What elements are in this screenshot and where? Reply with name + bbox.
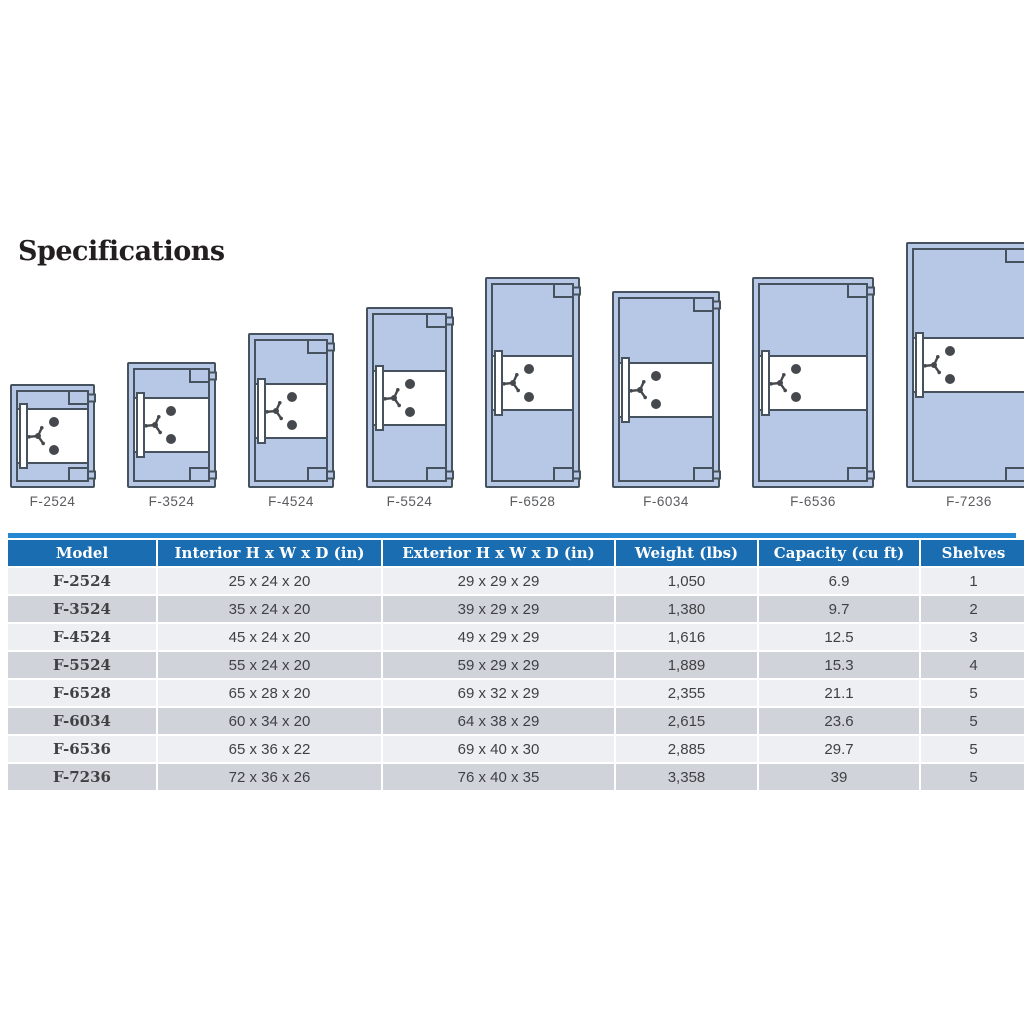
door-panel (493, 355, 572, 411)
bolt-strip (494, 350, 503, 416)
dial-knob (49, 445, 59, 455)
safe-door (618, 297, 714, 482)
hinge-icon (426, 467, 447, 482)
model-cell: F-3524 (8, 596, 156, 622)
hinge-tab (572, 470, 581, 479)
hinge-icon (68, 467, 89, 482)
hinge-icon (189, 467, 210, 482)
hinge-tab (326, 470, 335, 479)
bolt-strip (19, 403, 28, 469)
safe-figure (906, 242, 1024, 510)
spec-cell: 49 x 29 x 29 (383, 624, 614, 650)
safe-label: F-3524 (148, 494, 195, 509)
hinge-tab (712, 300, 721, 309)
spec-cell: 64 x 38 x 29 (383, 708, 614, 734)
safe-illustration (906, 242, 1024, 488)
safe-door (372, 313, 447, 482)
safe-label: F-5524 (386, 494, 433, 509)
column-header: Capacity (cu ft) (759, 540, 919, 566)
safe-label: F-2524 (29, 494, 76, 509)
spec-cell: 25 x 24 x 20 (158, 568, 381, 594)
door-panel (18, 408, 87, 464)
hinge-icon (553, 283, 574, 298)
door-panel (135, 397, 208, 453)
model-cell: F-6034 (8, 708, 156, 734)
spec-cell: 1 (921, 568, 1024, 594)
dial-knob (791, 364, 801, 374)
safe-illustration (485, 277, 580, 488)
spec-cell: 23.6 (759, 708, 919, 734)
hinge-tab (87, 470, 96, 479)
safe-label: F-4524 (268, 494, 314, 509)
spec-cell: 69 x 32 x 29 (383, 680, 614, 706)
safe-door (254, 339, 328, 482)
dial-knob (524, 364, 534, 374)
dial-knob (49, 417, 59, 427)
specifications-table (6, 538, 1024, 792)
table-row (8, 736, 1024, 762)
bolt-strip (375, 365, 384, 431)
safe-figure (248, 333, 334, 510)
hinge-tab (445, 316, 454, 325)
dial-knob (651, 371, 661, 381)
column-header: Shelves (921, 540, 1024, 566)
hinge-icon (553, 467, 574, 482)
dial-knob (287, 420, 297, 430)
hinge-tab (866, 286, 875, 295)
column-header: Exterior H x W x D (in) (383, 540, 614, 566)
safe-figure (127, 362, 216, 510)
hinge-icon (189, 368, 210, 383)
hinge-icon (1005, 467, 1024, 482)
spec-cell: 3,358 (616, 764, 757, 790)
safe-label: F-6034 (643, 494, 689, 509)
dial-knob (405, 407, 415, 417)
model-cell: F-6536 (8, 736, 156, 762)
safe-figure (10, 384, 95, 510)
table-row (8, 680, 1024, 706)
dial-knob (166, 406, 176, 416)
spec-cell: 72 x 36 x 26 (158, 764, 381, 790)
safe-illustration (10, 384, 95, 488)
bolt-strip (257, 378, 266, 444)
spec-cell: 39 (759, 764, 919, 790)
bolt-strip (136, 392, 145, 458)
hinge-tab (445, 470, 454, 479)
hinge-tab (208, 470, 217, 479)
hinge-icon (307, 467, 328, 482)
hinge-icon (847, 467, 868, 482)
spec-cell: 59 x 29 x 29 (383, 652, 614, 678)
dial-knob (791, 392, 801, 402)
spec-cell: 5 (921, 736, 1024, 762)
door-panel (256, 383, 326, 439)
model-cell: F-4524 (8, 624, 156, 650)
safe-label: F-6528 (509, 494, 556, 509)
safe-figure (366, 307, 453, 510)
hinge-icon (693, 467, 714, 482)
spec-cell: 45 x 24 x 20 (158, 624, 381, 650)
spoke-handle-icon (381, 385, 407, 411)
spec-cell: 65 x 36 x 22 (158, 736, 381, 762)
hinge-tab (326, 342, 335, 351)
hinge-icon (68, 390, 89, 405)
spoke-handle-icon (25, 423, 51, 449)
hinge-tab (572, 286, 581, 295)
safe-label: F-7236 (946, 494, 992, 509)
door-panel (914, 337, 1024, 393)
hinge-tab (712, 470, 721, 479)
spec-cell: 2,615 (616, 708, 757, 734)
spec-cell: 2 (921, 596, 1024, 622)
safe-illustration (752, 277, 874, 488)
spec-cell: 21.1 (759, 680, 919, 706)
safe-door (912, 248, 1024, 482)
model-cell: F-7236 (8, 764, 156, 790)
hinge-tab (208, 371, 217, 380)
hinge-icon (847, 283, 868, 298)
table-row (8, 568, 1024, 594)
spoke-handle-icon (263, 398, 289, 424)
safe-illustration (366, 307, 453, 488)
door-panel (620, 362, 712, 418)
safe-door (758, 283, 868, 482)
door-panel (374, 370, 445, 426)
dial-knob (287, 392, 297, 402)
table-header-row (8, 540, 1024, 566)
hinge-icon (1005, 248, 1024, 263)
spec-cell: 76 x 40 x 35 (383, 764, 614, 790)
table-row (8, 652, 1024, 678)
hinge-icon (693, 297, 714, 312)
column-header: Model (8, 540, 156, 566)
dial-knob (651, 399, 661, 409)
safe-label: F-6536 (790, 494, 836, 509)
spoke-handle-icon (921, 352, 947, 378)
spec-cell: 60 x 34 x 20 (158, 708, 381, 734)
model-cell: F-5524 (8, 652, 156, 678)
spoke-handle-icon (767, 370, 793, 396)
spec-cell: 2,885 (616, 736, 757, 762)
spec-cell: 12.5 (759, 624, 919, 650)
bolt-strip (621, 357, 630, 423)
spec-cell: 29.7 (759, 736, 919, 762)
safe-door (16, 390, 89, 482)
safe-illustration (248, 333, 334, 488)
table-row (8, 764, 1024, 790)
model-cell: F-6528 (8, 680, 156, 706)
spec-cell: 5 (921, 708, 1024, 734)
spec-cell: 2,355 (616, 680, 757, 706)
dial-knob (945, 346, 955, 356)
hinge-icon (426, 313, 447, 328)
table-row (8, 708, 1024, 734)
spec-cell: 65 x 28 x 20 (158, 680, 381, 706)
spec-cell: 15.3 (759, 652, 919, 678)
hinge-tab (866, 470, 875, 479)
safe-door (133, 368, 210, 482)
spoke-handle-icon (627, 377, 653, 403)
dial-knob (524, 392, 534, 402)
table-row (8, 624, 1024, 650)
safe-figure (752, 277, 874, 510)
bolt-strip (915, 332, 924, 398)
spec-cell: 1,616 (616, 624, 757, 650)
spec-cell: 39 x 29 x 29 (383, 596, 614, 622)
hinge-icon (307, 339, 328, 354)
table-row (8, 596, 1024, 622)
spec-cell: 5 (921, 764, 1024, 790)
spec-cell: 69 x 40 x 30 (383, 736, 614, 762)
model-cell: F-2524 (8, 568, 156, 594)
spec-cell: 4 (921, 652, 1024, 678)
dial-knob (166, 434, 176, 444)
safes-row (10, 228, 1024, 510)
safe-figure (485, 277, 580, 510)
safe-figure (612, 291, 720, 510)
dial-knob (405, 379, 415, 389)
spec-cell: 5 (921, 680, 1024, 706)
spec-cell: 1,050 (616, 568, 757, 594)
spec-cell: 55 x 24 x 20 (158, 652, 381, 678)
bolt-strip (761, 350, 770, 416)
spec-cell: 9.7 (759, 596, 919, 622)
spec-table-container (8, 533, 1016, 792)
spec-cell: 6.9 (759, 568, 919, 594)
column-header: Interior H x W x D (in) (158, 540, 381, 566)
safe-door (491, 283, 574, 482)
hinge-tab (87, 393, 96, 402)
spec-cell: 1,380 (616, 596, 757, 622)
safe-illustration (612, 291, 720, 488)
dial-knob (945, 374, 955, 384)
spec-cell: 1,889 (616, 652, 757, 678)
column-header: Weight (lbs) (616, 540, 757, 566)
spec-cell: 3 (921, 624, 1024, 650)
page-title: Specifications (18, 236, 225, 267)
spoke-handle-icon (500, 370, 526, 396)
spoke-handle-icon (142, 412, 168, 438)
spec-cell: 29 x 29 x 29 (383, 568, 614, 594)
safe-illustration (127, 362, 216, 488)
spec-cell: 35 x 24 x 20 (158, 596, 381, 622)
door-panel (760, 355, 866, 411)
